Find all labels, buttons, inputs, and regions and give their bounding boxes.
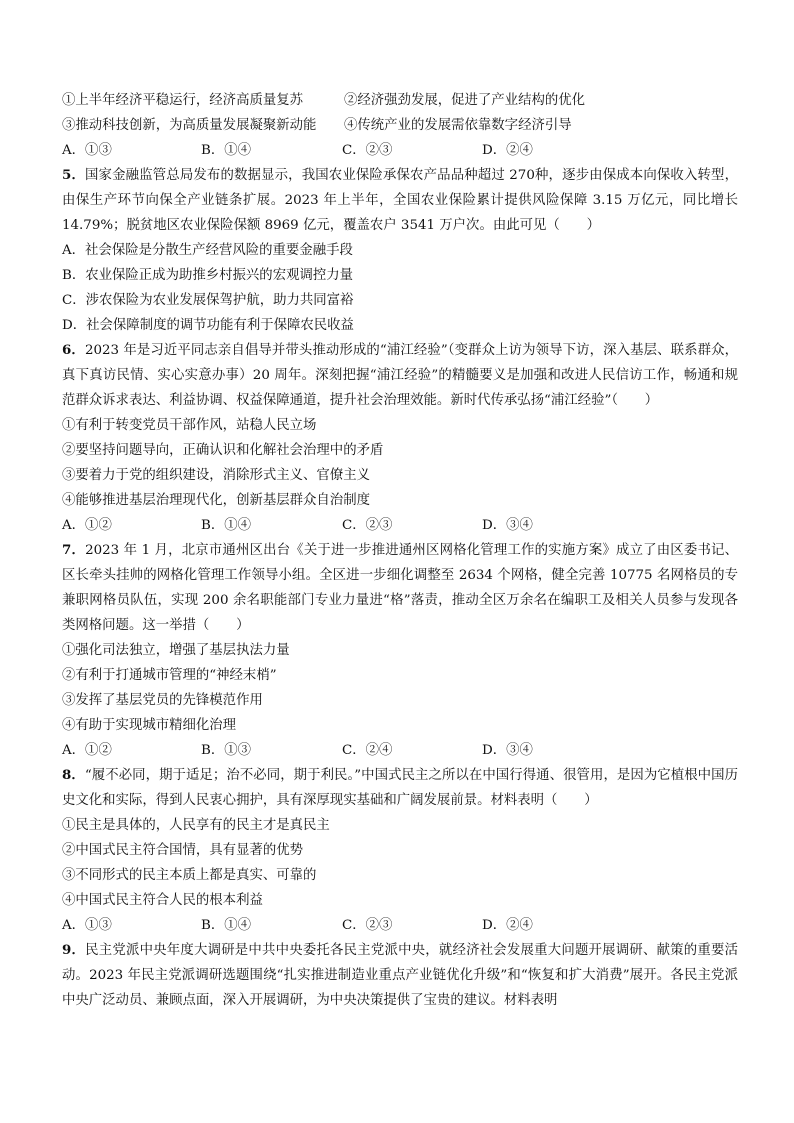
q6-number: 6． <box>62 342 85 358</box>
q6-statement-1: ①有利于转变党员干部作风，站稳人民立场 <box>62 418 317 433</box>
q8-option-b[interactable]: B．①④ <box>201 918 252 933</box>
q7-text: 2023 年 1 月，北京市通州区出台《关于进一步推进通州区网格化管理工作的实施方案》成立了由区委书记、区长牵头挂帅的网格化管理工作领导小组。全区进一步细化调整至 2634 个网格，健全完善 10775 名网格员的专兼职网格员队伍，实现 200 余名职能部门专业力量进“格”落责，推动全区万余名在编职工及相关人员参与发现各类网格问题。这一举措（ ） <box>62 543 738 633</box>
q4-statements-row-1 <box>62 88 738 113</box>
q7-option-c[interactable]: C．②④ <box>342 743 393 758</box>
q5-stem <box>62 163 738 238</box>
q8-stem <box>62 763 738 813</box>
q8-statement-1: ①民主是具体的，人民享有的民主才是真民主 <box>62 818 330 833</box>
q9-stem <box>62 938 738 1013</box>
q8-statement-4: ④中国式民主符合人民的根本利益 <box>62 893 263 908</box>
q5-number: 5． <box>62 167 86 183</box>
q7-statement-1: ①强化司法独立，增强了基层执法力量 <box>62 643 290 658</box>
q7-stem <box>62 538 738 638</box>
q6-option-d[interactable]: D．③④ <box>482 518 533 533</box>
q8-option-a[interactable]: A．①③ <box>62 918 112 933</box>
q4-option-a[interactable]: A．①③ <box>62 143 112 158</box>
q6-text: 2023 年是习近平同志亲自倡导并带头推动形成的“浦江经验”（变群众上访为领导下访，深入基层、联系群众，真下真访民情、实心实意办事）20 周年。深刻把握“浦江经验”的精髓要义是加强和改进人民信访工作，畅通和规范群众诉求表达、利益协调、权益保障通道，提升社会治理效能。新时代传承弘扬“浦江经验”（ ） <box>62 343 738 408</box>
q7-option-b[interactable]: B．①③ <box>201 743 252 758</box>
q7-statement-4: ④有助于实现城市精细化治理 <box>62 718 237 733</box>
q4-options <box>62 138 738 163</box>
q4-option-c[interactable]: C．②③ <box>342 143 393 158</box>
q4-statement-4: ④传统产业的发展需依靠数字经济引导 <box>344 118 572 133</box>
q6-options <box>62 513 738 538</box>
q4-statement-1: ①上半年经济平稳运行，经济高质量复苏 <box>62 93 304 108</box>
q4-statement-3: ③推动科技创新，为高质量发展凝聚新动能 <box>62 118 317 133</box>
q6-statement-3: ③要着力于党的组织建设，消除形式主义、官僚主义 <box>62 468 370 483</box>
q7-statement-2: ②有利于打通城市管理的“神经末梢” <box>62 668 277 683</box>
q8-option-c[interactable]: C．②③ <box>342 918 393 933</box>
q8-number: 8． <box>62 767 85 783</box>
q6-stem <box>62 338 738 413</box>
q6-statement-4: ④能够推进基层治理现代化，创新基层群众自治制度 <box>62 493 370 508</box>
q7-options <box>62 738 738 763</box>
q4-option-b[interactable]: B．①④ <box>201 143 252 158</box>
q8-statement-2: ②中国式民主符合国情，具有显著的优势 <box>62 843 304 858</box>
q4-statement-2: ②经济强劲发展，促进了产业结构的优化 <box>344 93 586 108</box>
q8-text: “履不必同，期于适足；治不必同，期于利民。”中国式民主之所以在中国行得通、很管用，是因为它植根中国历史文化和实际，得到人民衷心拥护，具有深厚现实基础和广阔发展前景。材料表明（ ） <box>62 768 738 808</box>
q5-choice-c[interactable]: C．涉农保险为农业发展保驾护航，助力共同富裕 <box>62 293 354 308</box>
q8-statement-3: ③不同形式的民主本质上都是真实、可靠的 <box>62 868 317 883</box>
q6-option-c[interactable]: C．②③ <box>342 518 393 533</box>
q4-option-d[interactable]: D．②④ <box>482 143 533 158</box>
exam-page <box>62 88 738 1013</box>
q8-options <box>62 913 738 938</box>
q7-option-a[interactable]: A．①② <box>62 743 112 758</box>
q6-option-b[interactable]: B．①④ <box>201 518 252 533</box>
q8-option-d[interactable]: D．②④ <box>482 918 533 933</box>
q6-statement-2: ②要坚持问题导向，正确认识和化解社会治理中的矛盾 <box>62 443 384 458</box>
q5-choice-d[interactable]: D．社会保障制度的调节功能有利于保障农民收益 <box>62 318 354 333</box>
q5-choice-a[interactable]: A．社会保险是分散生产经营风险的重要金融手段 <box>62 243 353 258</box>
q4-statements-row-2 <box>62 113 738 138</box>
q7-number: 7． <box>62 542 86 558</box>
q7-option-d[interactable]: D．③④ <box>482 743 533 758</box>
q6-option-a[interactable]: A．①② <box>62 518 112 533</box>
q5-choice-b[interactable]: B．农业保险正成为助推乡村振兴的宏观调控力量 <box>62 268 354 283</box>
q7-statement-3: ③发挥了基层党员的先锋模范作用 <box>62 693 263 708</box>
q9-text: 民主党派中央年度大调研是中共中央委托各民主党派中央，就经济社会发展重大问题开展调研、献策的重要活动。2023 年民主党派调研选题围绕“扎实推进制造业重点产业链优化升级”和“恢复和扩大消费”展开。各民主党派中央广泛动员、兼顾点面，深入开展调研，为中央决策提供了宝贵的建议。材料表明 <box>62 943 738 1008</box>
q9-number: 9． <box>62 942 86 958</box>
q5-text: 国家金融监管总局发布的数据显示，我国农业保险承保农产品品种超过 270种，逐步由保成本向保收入转型，由保生产环节向保全产业链条扩展。2023 年上半年，全国农业保险累计提供风险保障 3.15 万亿元，同比增长 14.79%；脱贫地区农业保险保额 8969 亿元，覆盖农户 3541 万户次。由此可见（ ） <box>62 168 738 233</box>
